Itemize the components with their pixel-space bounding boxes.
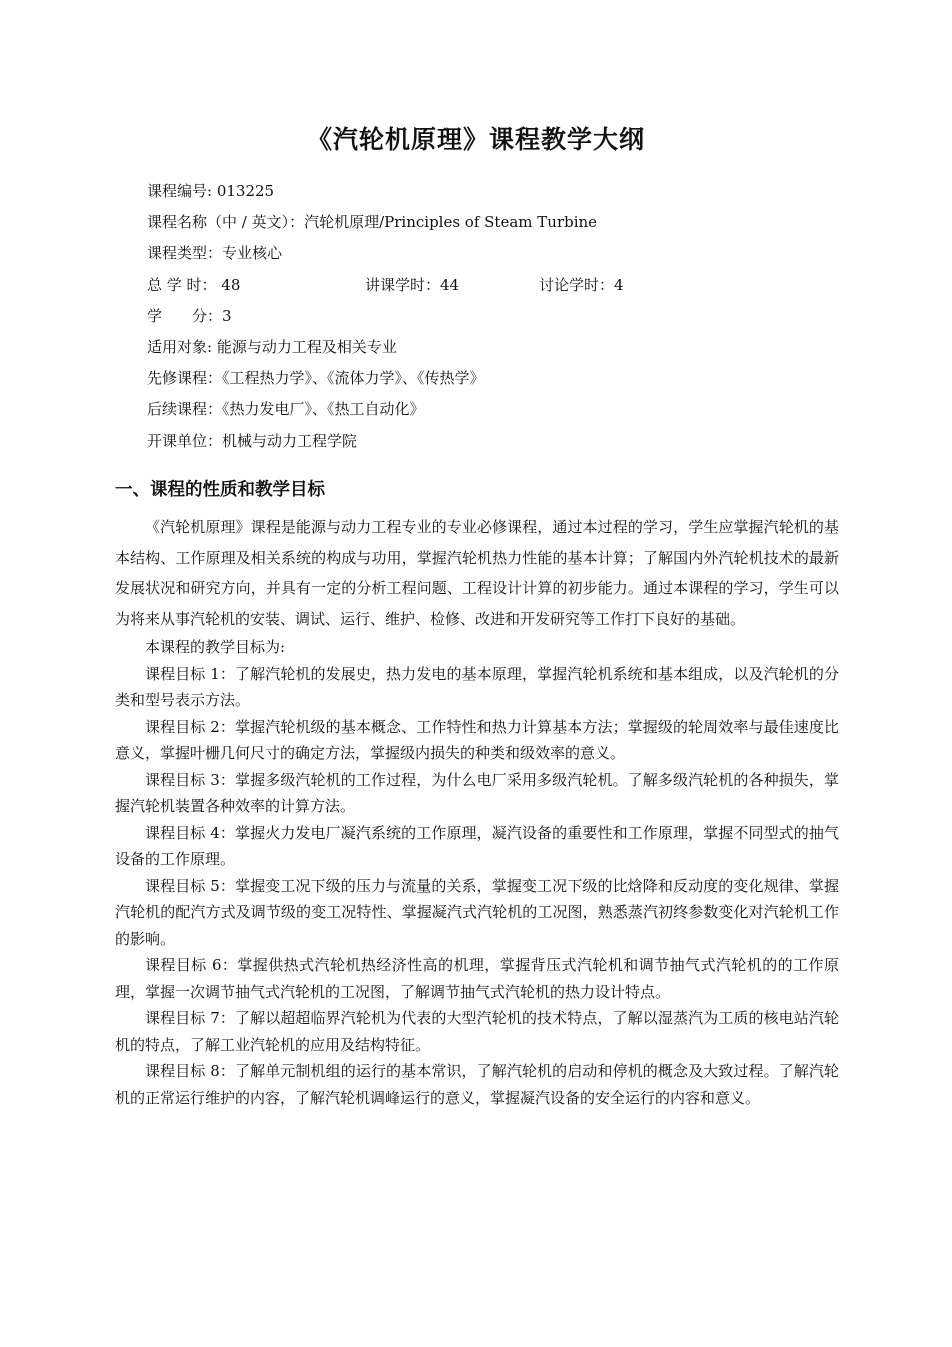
course-hours [147,270,847,301]
course-goal: 课程目标 6：掌握供热式汽轮机热经济性高的机理，掌握背压式汽轮机和调节抽气式汽轮机的的工作原理，掌握一次调节抽气式汽轮机的工况图，了解调节抽气式汽轮机的热力设计特点。 [115,956,839,1001]
course-goal: 课程目标 8：了解单元制机组的运行的基本常识，了解汽轮机的启动和停机的概念及大致过程。了解汽轮机的正常运行维护的内容，了解汽轮机调峰运行的意义，掌握凝汽设备的安全运行的内容和意义。 [115,1062,839,1107]
course-credits: 学 分：3 [147,306,232,325]
total-hours: 总 学 时： 48 [147,275,241,294]
course-name: 课程名称（中 / 英文）：汽轮机原理/Principles of Steam Turbine [147,213,598,232]
course-goal: 课程目标 3：掌握多级汽轮机的工作过程，为什么电厂采用多级汽轮机。了解多级汽轮机的各种损失，掌握汽轮机装置各种效率的计算方法。 [115,770,839,815]
course-goal: 课程目标 4：掌握火力发电厂凝汽系统的工作原理，凝汽设备的重要性和工作原理，掌握不同型式的抽气设备的工作原理。 [115,823,839,868]
course-type: 课程类型：专业核心 [147,244,283,263]
course-audience: 适用对象: 能源与动力工程及相关专业 [147,337,397,356]
course-code: 课程编号: 013225 [147,182,275,200]
course-goal: 课程目标 5：掌握变工况下级的压力与流量的关系，掌握变工况下级的比焓降和反动度的变化规律、掌握汽轮机的配汽方式及调节级的变工况特性、掌握凝汽式汽轮机的工况图，熟悉蒸汽初终参数变化对汽轮机工作的影响。 [115,876,839,948]
course-prerequisites: 先修课程：《工程热力学》、《流体力学》、《传热学》 [147,369,485,388]
course-goal: 课程目标 1：了解汽轮机的发展史，热力发电的基本原理，掌握汽轮机系统和基本组成，以及汽轮机的分类和型号表示方法。 [115,664,839,709]
goals-lead: 本课程的教学目标为: [145,638,286,656]
course-info [147,176,847,457]
discussion-hours: 讨论学时：4 [539,275,624,294]
section-heading: 一、课程的性质和教学目标 [115,480,325,500]
intro-paragraph: 《汽轮机原理》课程是能源与动力工程专业的专业必修课程，通过本过程的学习，学生应掌握汽轮机的基本结构、工作原理及相关系统的构成与功用，掌握汽轮机热力性能的基本计算；了解国内外汽轮机技术的最新发展状况和研究方向，并具有一定的分析工程问题、工程设计计算的初步能力。通过本课程的学习，学生可以为将来从事汽轮机的安装、调试、运行、维护、检修、改进和开发研究等工作打下良好的基础。 [115,518,839,628]
course-goal: 课程目标 2：掌握汽轮机级的基本概念、工作特性和热力计算基本方法；掌握级的轮周效率与最佳速度比意义，掌握叶栅几何尺寸的确定方法，掌握级内损失的种类和级效率的意义。 [115,717,839,762]
page-title: 《汽轮机原理》课程教学大纲 [306,125,645,154]
course-followup: 后续课程：《热力发电厂》、《热工自动化》 [147,400,425,419]
section-body [115,512,839,1111]
lecture-hours: 讲课学时：44 [365,275,460,294]
course-department: 开课单位：机械与动力工程学院 [147,431,358,450]
course-goal: 课程目标 7：了解以超超临界汽轮机为代表的大型汽轮机的技术特点，了解以湿蒸汽为工质的核电站汽轮机的特点，了解工业汽轮机的应用及结构特征。 [115,1009,839,1054]
